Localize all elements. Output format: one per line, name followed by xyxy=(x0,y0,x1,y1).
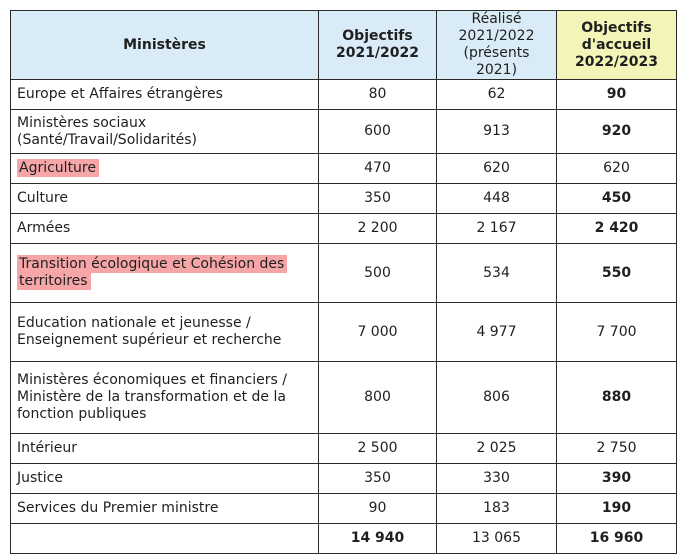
table-row xyxy=(11,494,677,524)
realise-cell: 330 xyxy=(437,464,557,494)
objectifs-cell: 2 500 xyxy=(319,434,437,464)
realise-cell: 620 xyxy=(437,154,557,184)
ministry-name-line3: fonction publiques xyxy=(17,406,147,422)
header-row xyxy=(11,11,677,80)
total-realise-cell: 13 065 xyxy=(437,524,557,554)
realise-cell: 913 xyxy=(437,110,557,154)
objectifs-cell: 90 xyxy=(319,494,437,524)
objectifs-cell: 350 xyxy=(319,464,437,494)
table-row xyxy=(11,154,677,184)
ministry-name: Justice xyxy=(17,470,63,486)
ministry-name-cell xyxy=(11,154,319,184)
ministry-name-cell xyxy=(11,362,319,434)
accueil-cell: 390 xyxy=(557,464,677,494)
table-row xyxy=(11,184,677,214)
objectifs-cell: 80 xyxy=(319,80,437,110)
ministry-name-cell xyxy=(11,434,319,464)
highlighted-ministry-name-line2: territoires xyxy=(17,272,91,290)
accueil-cell: 550 xyxy=(557,244,677,303)
objectifs-cell: 7 000 xyxy=(319,303,437,362)
ministry-name-line2: Ministère de la transformation et de la xyxy=(17,389,286,405)
table-row xyxy=(11,362,677,434)
accueil-cell: 7 700 xyxy=(557,303,677,362)
header-realise-line2: 2021/2022 xyxy=(458,28,535,44)
ministry-name: Services du Premier ministre xyxy=(17,500,219,516)
accueil-cell: 2 750 xyxy=(557,434,677,464)
ministry-name-line1: Ministères économiques et financiers / xyxy=(17,372,288,388)
table-row xyxy=(11,434,677,464)
realise-cell: 2 167 xyxy=(437,214,557,244)
objectifs-cell: 800 xyxy=(319,362,437,434)
header-objectifs-line1: Objectifs xyxy=(342,28,413,44)
table-row xyxy=(11,80,677,110)
accueil-cell: 90 xyxy=(557,80,677,110)
header-realise-line1: Réalisé xyxy=(471,11,522,27)
total-accueil-cell: 16 960 xyxy=(557,524,677,554)
ministry-name: Europe et Affaires étrangères xyxy=(17,86,223,102)
totals-label-cell xyxy=(11,524,319,554)
accueil-cell: 190 xyxy=(557,494,677,524)
ministry-name-cell xyxy=(11,244,319,303)
ministry-name-line2: Enseignement supérieur et recherche xyxy=(17,332,282,348)
header-realise-line3: (présents 2021) xyxy=(463,45,530,78)
table-row xyxy=(11,464,677,494)
header-objectifs xyxy=(319,11,437,80)
ministry-name-cell xyxy=(11,494,319,524)
header-realise xyxy=(437,11,557,80)
objectifs-cell: 2 200 xyxy=(319,214,437,244)
realise-cell: 4 977 xyxy=(437,303,557,362)
realise-cell: 183 xyxy=(437,494,557,524)
ministry-name: Intérieur xyxy=(17,440,77,456)
accueil-cell: 620 xyxy=(557,154,677,184)
objectifs-cell: 350 xyxy=(319,184,437,214)
accueil-cell: 920 xyxy=(557,110,677,154)
ministry-name: Armées xyxy=(17,220,71,236)
header-objectifs-line2: 2021/2022 xyxy=(335,45,420,61)
realise-cell: 534 xyxy=(437,244,557,303)
ministry-name-line1: Ministères sociaux xyxy=(17,114,147,131)
ministry-name-cell xyxy=(11,110,319,154)
ministry-name-cell xyxy=(11,184,319,214)
ministry-name-line1: Education nationale et jeunesse / xyxy=(17,315,251,331)
ministry-objectives-table xyxy=(10,10,677,554)
objectifs-cell: 470 xyxy=(319,154,437,184)
realise-cell: 2 025 xyxy=(437,434,557,464)
ministry-name-cell xyxy=(11,80,319,110)
header-ministeres-label: Ministères xyxy=(123,36,206,53)
totals-row xyxy=(11,524,677,554)
realise-cell: 448 xyxy=(437,184,557,214)
ministry-name-cell xyxy=(11,214,319,244)
header-accueil-line2: d'accueil xyxy=(581,36,652,53)
ministry-name: Culture xyxy=(17,190,68,206)
ministry-name-cell xyxy=(11,303,319,362)
table-row xyxy=(11,214,677,244)
highlighted-ministry-name-line1: Transition écologique et Cohésion des xyxy=(17,255,287,273)
table-row xyxy=(11,244,677,303)
header-accueil xyxy=(557,11,677,80)
realise-cell: 62 xyxy=(437,80,557,110)
table-row xyxy=(11,303,677,362)
ministry-name-cell xyxy=(11,464,319,494)
header-ministeres xyxy=(11,11,319,80)
realise-cell: 806 xyxy=(437,362,557,434)
total-objectifs-cell: 14 940 xyxy=(319,524,437,554)
ministry-table-container xyxy=(10,10,676,554)
header-accueil-line1: Objectifs xyxy=(581,19,652,36)
objectifs-cell: 500 xyxy=(319,244,437,303)
accueil-cell: 450 xyxy=(557,184,677,214)
table-row xyxy=(11,110,677,154)
objectifs-cell: 600 xyxy=(319,110,437,154)
accueil-cell: 880 xyxy=(557,362,677,434)
accueil-cell: 2 420 xyxy=(557,214,677,244)
header-accueil-line3: 2022/2023 xyxy=(574,53,659,70)
highlighted-ministry-name: Agriculture xyxy=(17,159,99,177)
ministry-name-line2: (Santé/Travail/Solidarités) xyxy=(17,131,198,148)
